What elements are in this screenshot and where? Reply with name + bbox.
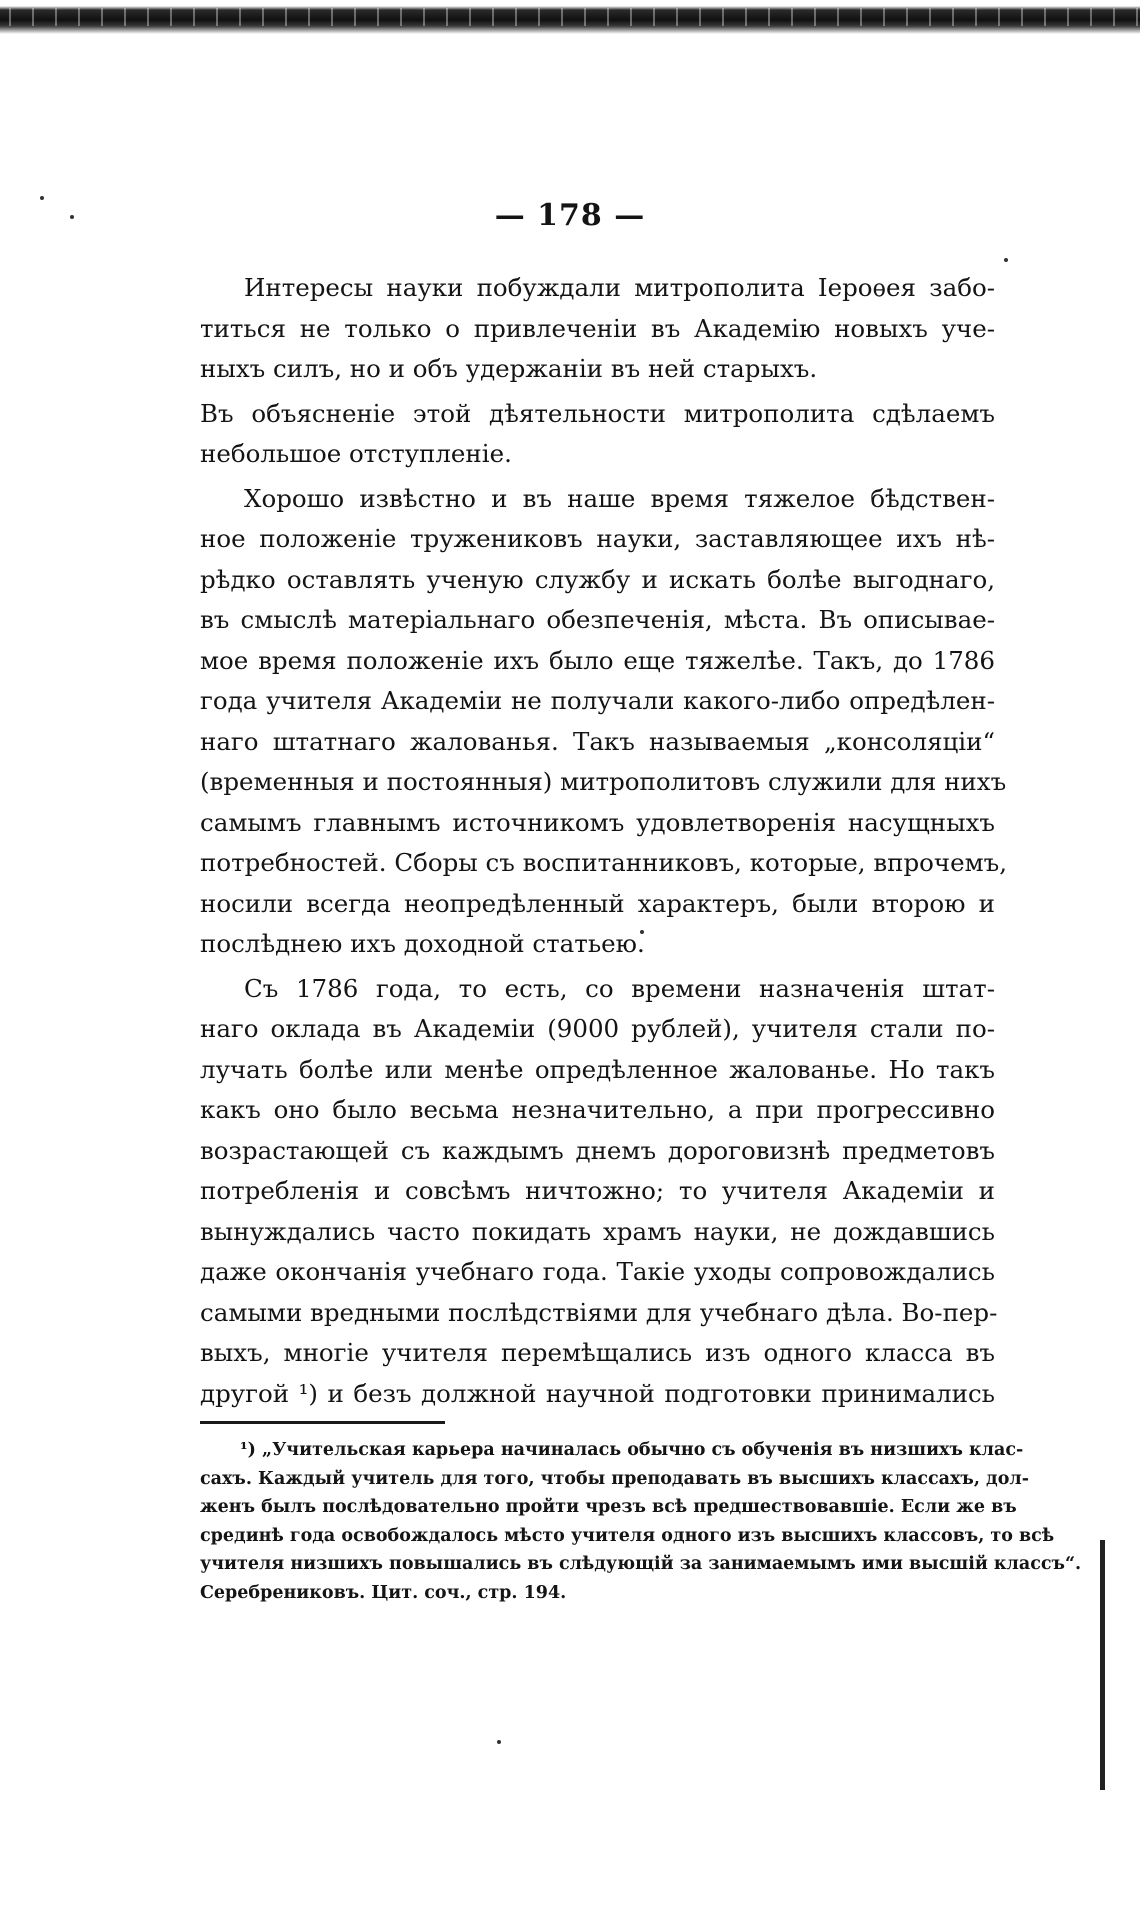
text-line: выхъ, многіе учителя перемѣщались изъ одного класса въ xyxy=(200,1338,995,1367)
paragraph-2 xyxy=(200,394,995,475)
text-line: другой ¹) и безъ должной научной подготовки принимались xyxy=(200,1378,995,1408)
text-line: потребностей. Сборы съ воспитанниковъ, которые, впрочемъ, xyxy=(200,848,1008,877)
text-line: Съ 1786 года, то есть, со времени назначенія штат- xyxy=(244,973,995,1003)
text-line: Въ объясненіе этой дѣятельности митрополита сдѣлаемъ xyxy=(200,398,995,428)
text-line: послѣднею ихъ доходной статьею. xyxy=(200,929,645,958)
text-line: Интересы науки побуждали митрополита Іероѳея забо- xyxy=(244,273,995,302)
page-number: — 178 — xyxy=(494,198,646,233)
text-line: ное положеніе тружениковъ науки, заставляющее ихъ нѣ- xyxy=(200,524,995,553)
text-line: самымъ главнымъ источникомъ удовлетворенія насущныхъ xyxy=(200,807,995,837)
text-line: года учителя Академіи не получали какого-либо опредѣлен- xyxy=(200,686,995,715)
footnote-divider xyxy=(200,1421,445,1424)
text-line: въ смыслѣ матеріальнаго обезпеченія, мѣста. Въ описывае- xyxy=(200,605,995,634)
footnote xyxy=(200,1436,1082,1607)
footnote-line: ¹) „Учительская карьера начиналась обычно съ обученія въ низшихъ клас- xyxy=(240,1440,1024,1460)
paragraph-3 xyxy=(200,479,1008,965)
text-line: лучать болѣе или менѣе опредѣленное жалованье. Но такъ xyxy=(200,1054,995,1084)
footnote-line: Серебрениковъ. Цит. соч., стр. 194. xyxy=(200,1582,567,1603)
text-line: мое время положеніе ихъ было еще тяжелѣе. Такъ, до 1786 xyxy=(200,645,995,675)
text-line: (временныя и постоянныя) митрополитовъ служили для нихъ xyxy=(200,767,1007,796)
scan-right-edge-mark xyxy=(1100,1540,1105,1790)
footnote-line: женъ былъ послѣдовательно пройти чрезъ всѣ предшествовавшіе. Если же въ xyxy=(200,1497,1017,1517)
body-text xyxy=(200,268,1008,1418)
text-line: наго штатнаго жалованья. Такъ называемыя „консоляціи“ xyxy=(200,726,995,756)
text-line: рѣдко оставлять ученую службу и искать болѣе выгоднаго, xyxy=(200,564,995,594)
footnote-line: сахъ. Каждый учитель для того, чтобы преподавать въ высшихъ классахъ, дол- xyxy=(200,1468,1029,1489)
text-line: возрастающей съ каждымъ днемъ дороговизнѣ предметовъ xyxy=(200,1135,995,1165)
text-line: вынуждались часто покидать храмъ науки, не дождавшись xyxy=(200,1216,995,1246)
text-line: титься не только о привлеченіи въ Академію новыхъ уче- xyxy=(200,313,995,343)
footnote-line: учителя низшихъ повышались въ слѣдующій за занимаемымъ ими высшій классъ“. xyxy=(200,1554,1082,1574)
scan-speck xyxy=(497,1740,501,1744)
text-line: наго оклада въ Академіи (9000 рублей), учителя стали по- xyxy=(200,1014,995,1043)
text-line: ныхъ силъ, но и объ удержаніи въ ней старыхъ. xyxy=(200,354,818,383)
paragraph-4 xyxy=(200,969,998,1415)
text-line: небольшое отступленіе. xyxy=(200,439,512,468)
scan-top-border xyxy=(0,0,1140,36)
footnote-line: срединѣ года освобождалось мѣсто учителя одного изъ высшихъ классовъ, то всѣ xyxy=(200,1525,1055,1546)
text-line: какъ оно было весьма незначительно, а при прогрессивно xyxy=(200,1095,995,1124)
text-line: потребленія и совсѣмъ ничтожно; то учителя Академіи и xyxy=(200,1176,995,1205)
scan-speck xyxy=(1004,258,1008,262)
text-line: даже окончанія учебнаго года. Такіе уходы сопровождались xyxy=(200,1257,995,1286)
paragraph-1 xyxy=(200,268,995,390)
text-line: самыми вредными послѣдствіями для учебнаго дѣла. Во-пер- xyxy=(200,1297,998,1327)
text-line: носили всегда неопредѣленный характеръ, были второю и xyxy=(200,888,995,918)
text-line: Хорошо извѣстно и въ наше время тяжелое бѣдствен- xyxy=(244,483,995,513)
